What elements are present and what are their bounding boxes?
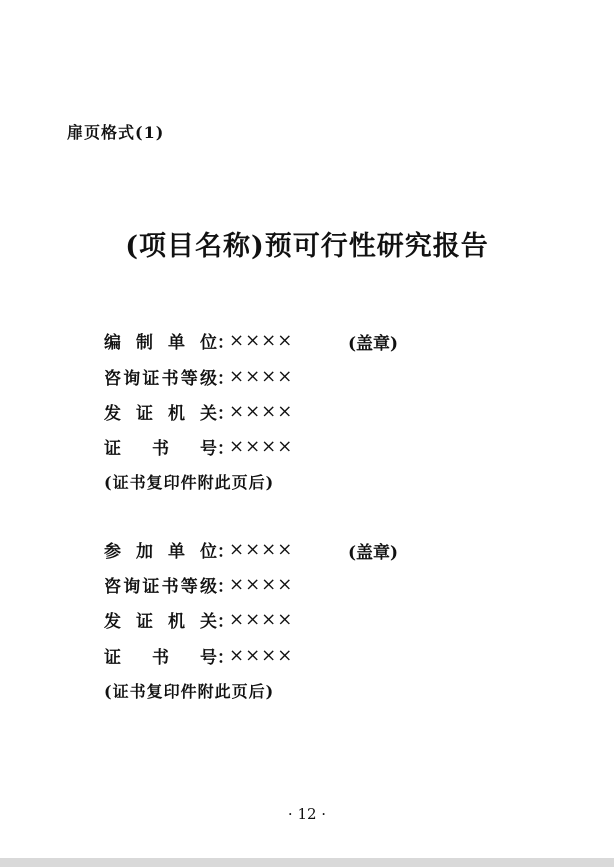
label-char: 咨 [104,576,121,597]
field-label [104,607,217,632]
field-label [104,434,217,459]
field-value: ×××× [229,329,294,351]
section-1-row-3 [104,399,293,423]
label-char: 等 [180,368,198,389]
label-char: 书 [152,647,169,668]
label-char: 加 [136,541,153,562]
label-char: 证 [136,403,153,424]
field-label [104,328,217,353]
certificate-note: (证书复印件附此页后) [104,682,275,701]
seal-note: (盖章) [348,543,399,563]
field-label [104,537,217,562]
label-char: 证 [142,576,160,597]
label-char: 证 [104,438,121,459]
label-char: 参 [104,541,121,562]
section-1-row-4 [104,434,293,458]
seal-note: (盖章) [348,334,399,354]
label-char: 制 [136,332,153,353]
header-label: 扉页格式(1) [67,123,165,142]
label-char: 咨 [104,368,121,389]
label-char: 询 [123,368,141,389]
field-value: ×××× [229,608,294,630]
colon: ： [217,332,234,353]
page-bottom-edge [0,858,614,867]
section-2-row-3 [104,607,293,631]
label-char: 号 [200,647,217,668]
field-value: ×××× [229,400,294,422]
label-char: 单 [168,332,185,353]
label-char: 书 [161,368,179,389]
label-char: 书 [152,438,169,459]
certificate-note: (证书复印件附此页后) [104,473,275,492]
section-1-row-2 [104,364,293,388]
field-value: ×××× [229,435,294,457]
report-title: (项目名称)预可行性研究报告 [125,231,489,262]
section-2-row-2 [104,572,293,596]
label-char: 等 [180,576,198,597]
label-char: 号 [200,438,217,459]
colon: ： [217,403,234,424]
field-value: ×××× [229,644,294,666]
label-char: 发 [104,611,121,632]
colon: ： [217,647,234,668]
label-char: 机 [168,403,185,424]
label-char: 关 [200,403,217,424]
label-char: 编 [104,332,121,353]
label-char: 证 [136,611,153,632]
colon: ： [217,576,234,597]
section-1-row-1 [104,328,293,352]
field-label [104,643,217,668]
page-number: · 12 · [287,805,327,823]
label-char: 证 [104,647,121,668]
label-char: 位 [200,541,217,562]
label-char: 位 [200,332,217,353]
label-char: 发 [104,403,121,424]
section-2-row-1 [104,537,293,561]
colon: ： [217,541,234,562]
section-2-row-4 [104,643,293,667]
label-char: 关 [200,611,217,632]
label-char: 单 [168,541,185,562]
field-label [104,364,217,389]
colon: ： [217,438,234,459]
label-char: 级 [199,576,217,597]
field-label [104,399,217,424]
label-char: 书 [161,576,179,597]
label-char: 询 [123,576,141,597]
label-char: 级 [199,368,217,389]
field-value: ×××× [229,573,294,595]
field-value: ×××× [229,365,294,387]
field-value: ×××× [229,538,294,560]
colon: ： [217,611,234,632]
field-label [104,572,217,597]
colon: ： [217,368,234,389]
label-char: 证 [142,368,160,389]
label-char: 机 [168,611,185,632]
